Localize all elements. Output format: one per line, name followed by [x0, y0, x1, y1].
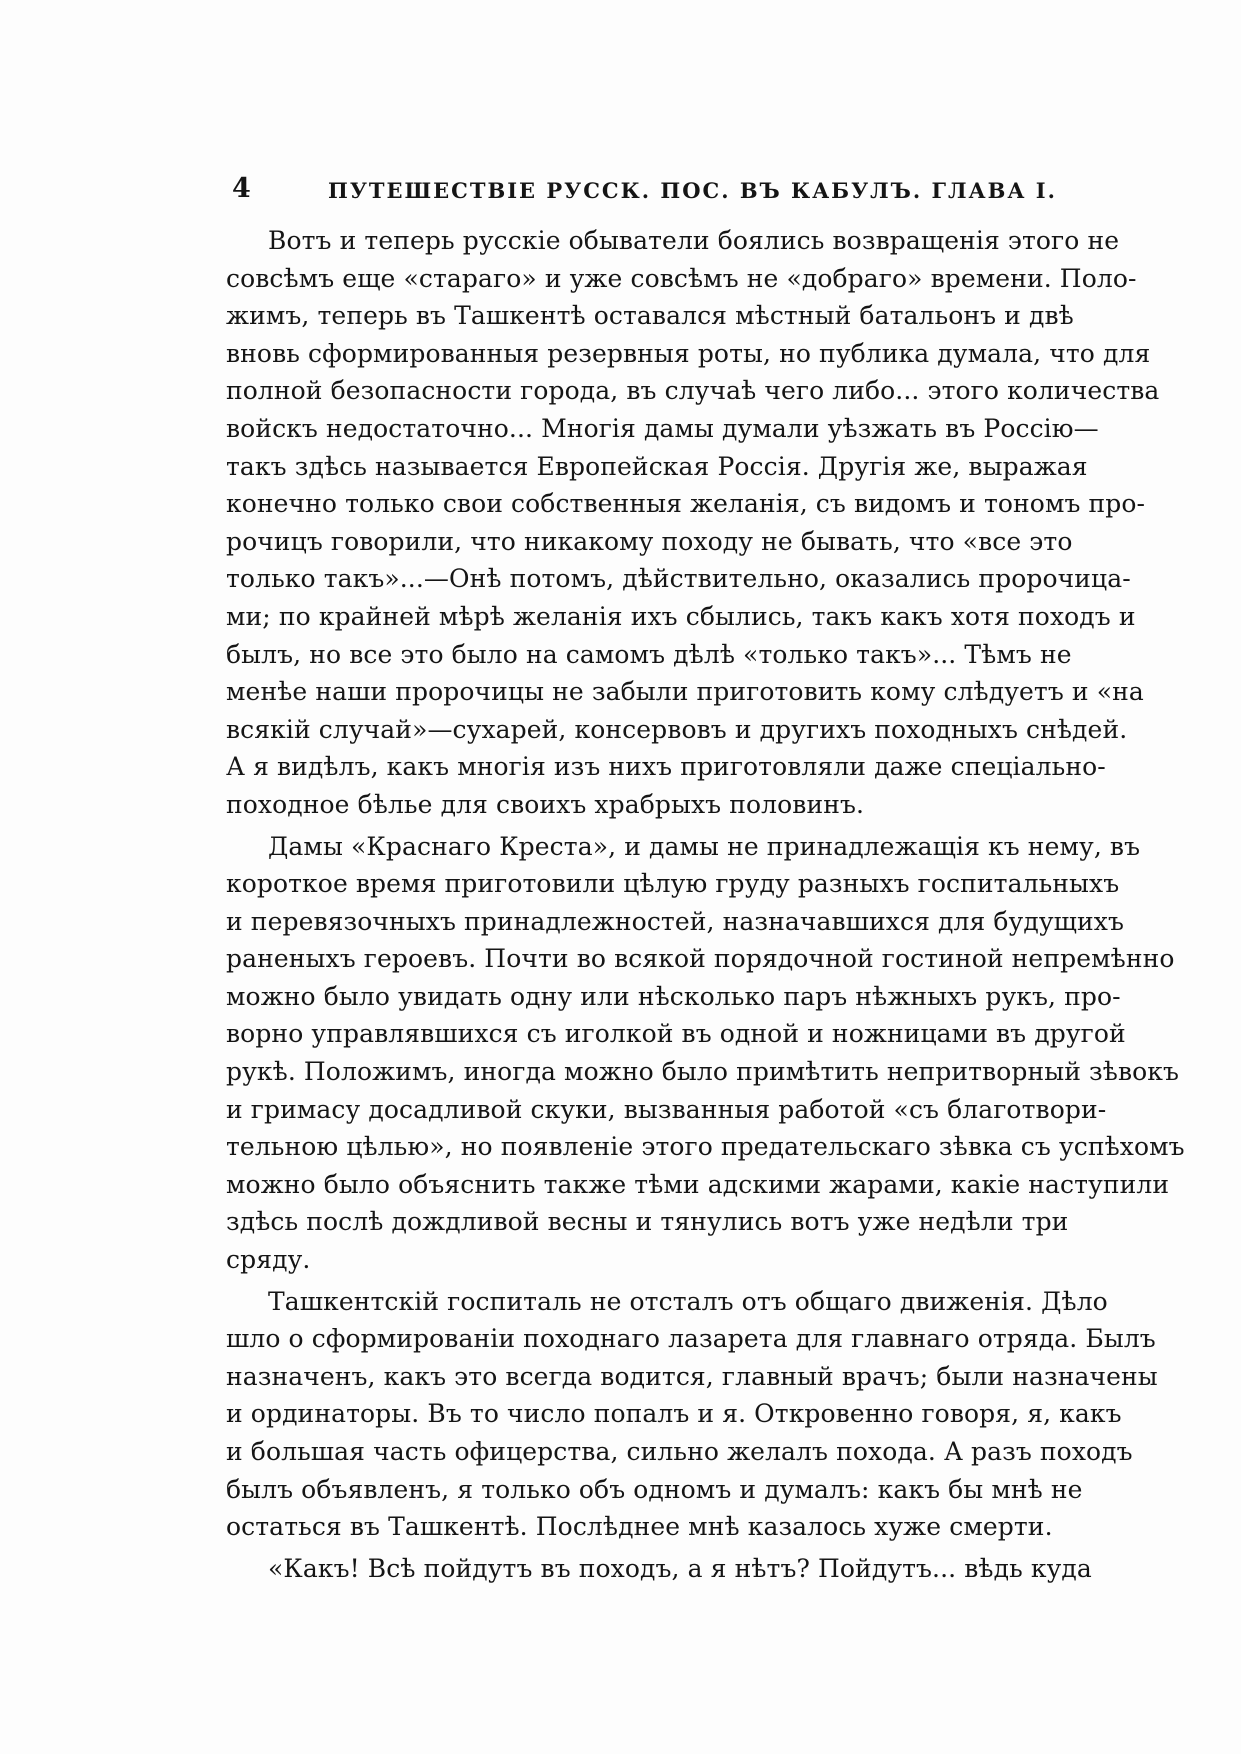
text-line: менѣе наши пророчицы не забыли приготовить кому слѣдуетъ и «на: [226, 677, 1144, 707]
text-line: вновь сформированныя резервныя роты, но публика думала, что для: [226, 338, 1151, 368]
page-header: [232, 173, 1057, 215]
text-line: А я видѣлъ, какъ многія изъ нихъ приготовляли даже спеціально-: [226, 752, 1106, 782]
text-line: рочицъ говорили, что никакому походу не бывать, что «все это: [226, 526, 1073, 556]
text-line: можно было объяснить также тѣми адскими жарами, какіе наступили: [226, 1169, 1170, 1199]
text-line: шло о сформированіи походнаго лазарета для главнаго отряда. Былъ: [226, 1324, 1156, 1354]
text-line: жимъ, теперь въ Ташкентѣ оставался мѣстный батальонъ и двѣ: [226, 301, 1074, 331]
text-line: только такъ»...—Онѣ потомъ, дѣйствительно, оказались пророчица-: [226, 564, 1131, 594]
paragraph: [226, 1283, 1158, 1546]
text-line: войскъ недостаточно... Многія дамы думали уѣзжать въ Россію—: [226, 413, 1099, 443]
page-number: 4: [232, 173, 251, 204]
text-line: раненыхъ героевъ. Почти во всякой порядочной гостиной непремѣнно: [226, 944, 1175, 974]
text-line: такъ здѣсь называется Европейская Россія. Другія же, выражая: [226, 451, 1088, 481]
text-line: короткое время приготовили цѣлую груду разныхъ госпитальныхъ: [226, 869, 1120, 899]
text-line: Дамы «Краснаго Креста», и дамы не принадлежащія къ нему, въ: [268, 831, 1141, 861]
text-line: тельною цѣлью», но появленіе этого предательскаго зѣвка съ успѣхомъ: [226, 1132, 1185, 1162]
running-title: ПУТЕШЕСТВІЕ РУСCК. ПОС. ВЪ КАБУЛЪ. ГЛАВА I.: [328, 178, 1057, 203]
text-line: былъ, но все это было на самомъ дѣлѣ «только такъ»... Тѣмъ не: [226, 639, 1072, 669]
text-line: Вотъ и теперь русскіе обыватели боялись возвращенія этого не: [268, 226, 1120, 255]
paragraph: [226, 1550, 1092, 1588]
text-line: рукѣ. Положимъ, иногда можно было примѣтить непритворный зѣвокъ: [226, 1057, 1180, 1087]
text-line: полной безопасности города, въ случаѣ чего либо... этого количества: [226, 376, 1160, 406]
text-line: былъ объявленъ, я только объ одномъ и думалъ: какъ бы мнѣ не: [226, 1474, 1083, 1504]
text-line: сряду.: [226, 1245, 311, 1275]
page-body: [226, 222, 1185, 1587]
text-line: «Какъ! Всѣ пойдутъ въ походъ, а я нѣтъ? Пойдутъ... вѣдь куда: [268, 1553, 1092, 1583]
text-line: и перевязочныхъ принадлежностей, назначавшихся для будущихъ: [226, 906, 1124, 936]
text-line: и ординаторы. Въ то число попалъ и я. Откровенно говоря, я, какъ: [226, 1399, 1122, 1429]
text-line: Ташкентскій госпиталь не отсталъ отъ общаго движенія. Дѣло: [268, 1286, 1108, 1316]
text-line: всякій случай»—сухарей, консервовъ и другихъ походныхъ снѣдей.: [226, 714, 1128, 744]
text-line: совсѣмъ еще «стараго» и уже совсѣмъ не «добраго» времени. Поло-: [226, 263, 1137, 293]
text-line: и большая часть офицерства, сильно желалъ похода. А разъ походъ: [226, 1437, 1133, 1466]
text-line: конечно только свои собственныя желанія, съ видомъ и тономъ про-: [226, 489, 1146, 519]
text-line: остаться въ Ташкентѣ. Послѣднее мнѣ казалось хуже смерти.: [226, 1512, 1053, 1542]
text-line: походное бѣлье для своихъ храбрыхъ половинъ.: [226, 789, 865, 819]
text-line: ми; по крайней мѣрѣ желанія ихъ сбылись, такъ какъ хотя походъ и: [226, 601, 1136, 631]
text-line: назначенъ, какъ это всегда водится, главный врачъ; были назначены: [226, 1361, 1158, 1391]
text-line: ворно управлявшихся съ иголкой въ одной и ножницами въ другой: [226, 1019, 1126, 1049]
paragraph: [226, 222, 1160, 824]
text-line: можно было увидать одну или нѣсколько паръ нѣжныхъ рукъ, про-: [226, 981, 1121, 1011]
text-line: и гримасу досадливой скуки, вызванныя работой «съ благотвори-: [226, 1094, 1107, 1124]
text-line: здѣсь послѣ дождливой весны и тянулись вотъ уже недѣли три: [226, 1207, 1069, 1237]
paragraph: [226, 828, 1185, 1279]
